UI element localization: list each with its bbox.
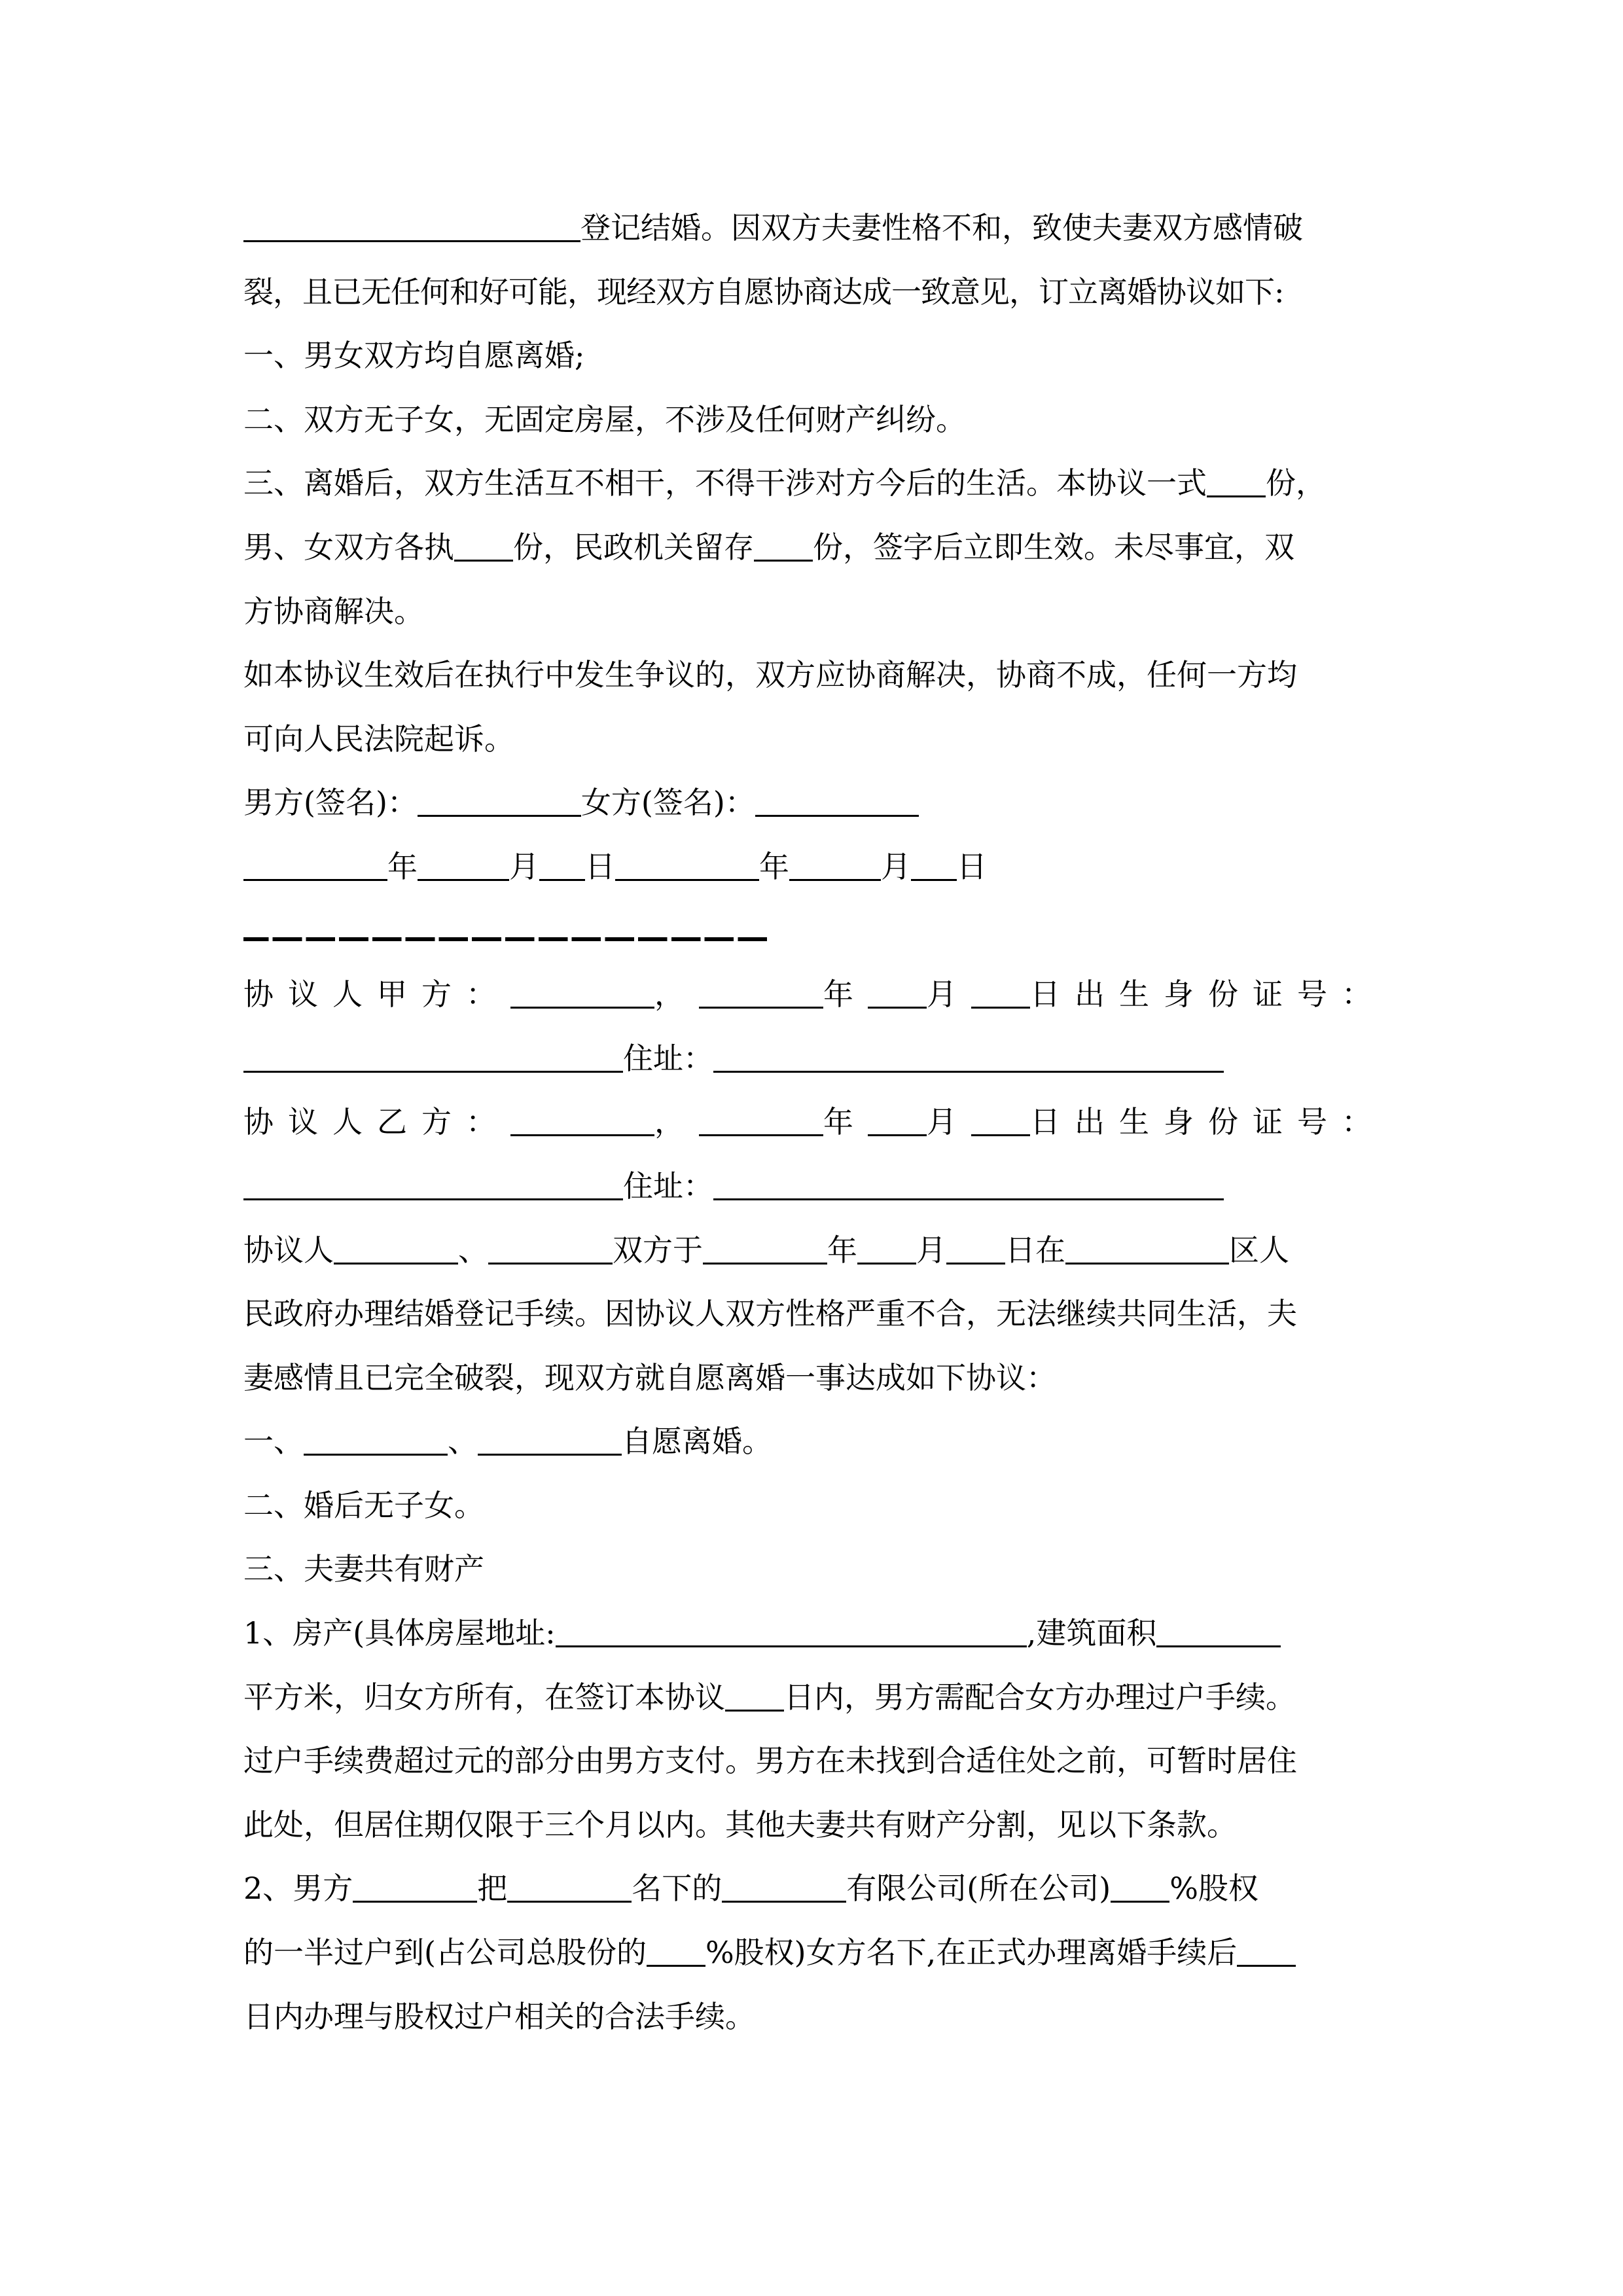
text: ， bbox=[654, 1104, 699, 1140]
day-field[interactable] bbox=[539, 852, 585, 881]
party-b-name-field[interactable] bbox=[510, 1107, 654, 1136]
text: 日在 bbox=[1005, 1232, 1065, 1268]
paragraph-line bbox=[243, 1729, 1382, 1793]
address-label: 住址： bbox=[623, 1168, 713, 1204]
paragraph-line bbox=[243, 516, 1382, 580]
property-clause-1 bbox=[243, 1602, 1382, 1666]
month-field[interactable] bbox=[789, 852, 881, 881]
party-a-name-field[interactable] bbox=[304, 1427, 448, 1456]
paragraph-line bbox=[243, 643, 1382, 708]
clause-3 bbox=[243, 1537, 1382, 1602]
paragraph-line bbox=[243, 1921, 1382, 1985]
year-field[interactable] bbox=[243, 852, 387, 881]
text: 区人 bbox=[1229, 1232, 1289, 1268]
text: 年 bbox=[823, 977, 868, 1013]
female-signature-field[interactable] bbox=[755, 788, 919, 817]
text: 月 bbox=[927, 977, 971, 1013]
party-a-label: 协议人甲方： bbox=[243, 977, 510, 1013]
party-a-address-field[interactable] bbox=[713, 1043, 1224, 1072]
text: 此处，但居住期仅限于三个月以内。其他夫妻共有财产分割，见以下条款。 bbox=[243, 1806, 1237, 1842]
copies-each-field[interactable] bbox=[454, 533, 513, 562]
party-a-birth-year-field[interactable] bbox=[699, 980, 823, 1009]
text: 可向人民法院起诉。 bbox=[243, 721, 514, 757]
text: 民政府办理结婚登记手续。因协议人双方性格严重不合，无法继续共同生活，夫 bbox=[243, 1296, 1297, 1332]
text: 过户手续费超过元的部分由男方支付。男方在未找到合适住处之前，可暂时居住 bbox=[243, 1743, 1297, 1779]
paragraph-line bbox=[243, 1219, 1382, 1283]
male-signature-label: 男方(签名)： bbox=[243, 785, 418, 821]
signature-date-line bbox=[243, 835, 1382, 899]
party-b-address-line bbox=[243, 1155, 1382, 1219]
equity-transfer-days-field[interactable] bbox=[1237, 1938, 1296, 1967]
female-signature-label: 女方(签名)： bbox=[580, 785, 755, 821]
text: 年 bbox=[827, 1232, 857, 1268]
blank-field[interactable] bbox=[243, 213, 580, 242]
district-field[interactable] bbox=[1065, 1235, 1229, 1264]
text: 平方米，归女方所有，在签订本协议 bbox=[243, 1679, 725, 1715]
address-label: 住址： bbox=[623, 1040, 713, 1076]
day-field[interactable] bbox=[911, 852, 957, 881]
text: 2、男方 bbox=[243, 1871, 353, 1907]
party-b-label: 协议人乙方： bbox=[243, 1104, 510, 1140]
text: 把 bbox=[477, 1871, 508, 1907]
floor-area-field[interactable] bbox=[1156, 1619, 1281, 1647]
paragraph-line bbox=[243, 1793, 1382, 1857]
month-label: 月 bbox=[509, 848, 539, 884]
copies-total-field[interactable] bbox=[1207, 469, 1266, 497]
paragraph-line bbox=[243, 1346, 1382, 1410]
transfer-days-field[interactable] bbox=[725, 1682, 784, 1711]
paragraph-line bbox=[243, 260, 1382, 325]
party-a-line bbox=[243, 963, 1386, 1027]
party-a-name-field[interactable] bbox=[334, 1235, 458, 1264]
paragraph-line bbox=[243, 708, 1382, 772]
month-label: 月 bbox=[881, 848, 911, 884]
marriage-year-field[interactable] bbox=[703, 1235, 827, 1264]
text: 三、离婚后，双方生活互不相干，不得干涉对方今后的生活。本协议一式 bbox=[243, 465, 1207, 501]
text: 一、男女双方均自愿离婚; bbox=[243, 338, 585, 374]
clause-1 bbox=[243, 1410, 1382, 1474]
party-b-name-field[interactable] bbox=[488, 1235, 613, 1264]
separator-line bbox=[243, 899, 1382, 963]
agreement-page bbox=[243, 196, 1386, 2049]
text: 协议人 bbox=[243, 1232, 334, 1268]
text: 三、夫妻共有财产 bbox=[243, 1551, 484, 1587]
text: 份， bbox=[1266, 465, 1326, 501]
party-a-address-line bbox=[243, 1027, 1382, 1091]
day-label: 日 bbox=[957, 848, 987, 884]
party-b-name-field[interactable] bbox=[478, 1427, 622, 1456]
clause-2 bbox=[243, 388, 1382, 452]
text: 二、婚后无子女。 bbox=[243, 1487, 484, 1523]
clause-2 bbox=[243, 1474, 1382, 1538]
text: 双方于 bbox=[613, 1232, 703, 1268]
paragraph-line bbox=[243, 1985, 1382, 2049]
month-field[interactable] bbox=[418, 852, 509, 881]
paragraph-line bbox=[243, 1282, 1382, 1346]
dashed-divider bbox=[243, 911, 767, 941]
text: 如本协议生效后在执行中发生争议的，双方应协商解决，协商不成，任何一方均 bbox=[243, 657, 1297, 693]
party-b-birth-day-field[interactable] bbox=[971, 1107, 1030, 1136]
party-a-id-field[interactable] bbox=[243, 1043, 623, 1072]
text: 日出生身份证号： bbox=[1030, 1104, 1386, 1140]
party-a-name-field[interactable] bbox=[510, 980, 654, 1009]
clause-1 bbox=[243, 324, 1382, 388]
text: 登记结婚。因双方夫妻性格不和，致使夫妻双方感情破 bbox=[580, 210, 1303, 245]
equity-percent-field[interactable] bbox=[1111, 1874, 1169, 1903]
signature-line bbox=[243, 771, 1382, 835]
text: 有限公司(所在公司) bbox=[846, 1871, 1111, 1907]
text: 、 bbox=[448, 1424, 478, 1460]
party-b-line bbox=[243, 1090, 1386, 1155]
party-a-birth-day-field[interactable] bbox=[971, 980, 1030, 1009]
text: 份，签字后立即生效。未尽事宜，双 bbox=[813, 529, 1294, 565]
year-label: 年 bbox=[759, 848, 789, 884]
text: 二、双方无子女，无固定房屋，不涉及任何财产纠纷。 bbox=[243, 401, 966, 437]
year-field[interactable] bbox=[615, 852, 759, 881]
paragraph-line bbox=[243, 580, 1382, 644]
text: 日内，男方需配合女方办理过户手续。 bbox=[784, 1679, 1296, 1715]
marriage-month-field[interactable] bbox=[857, 1235, 916, 1264]
day-label: 日 bbox=[585, 848, 615, 884]
party-b-address-field[interactable] bbox=[713, 1172, 1224, 1200]
text: ,建筑面积 bbox=[1026, 1615, 1157, 1651]
marriage-day-field[interactable] bbox=[946, 1235, 1005, 1264]
party-b-birth-year-field[interactable] bbox=[699, 1107, 823, 1136]
text: 男、女双方各执 bbox=[243, 529, 454, 565]
total-equity-percent-field[interactable] bbox=[647, 1938, 705, 1967]
text: 自愿离婚。 bbox=[622, 1424, 772, 1460]
male-signature-field[interactable] bbox=[418, 788, 581, 817]
house-address-field[interactable] bbox=[556, 1619, 1027, 1647]
text: 月 bbox=[927, 1104, 971, 1140]
text: 年 bbox=[823, 1104, 868, 1140]
clause-3 bbox=[243, 452, 1382, 516]
text: 裂，且已无任何和好可能，现经双方自愿协商达成一致意见，订立离婚协议如下: bbox=[243, 274, 1284, 310]
year-label: 年 bbox=[387, 848, 418, 884]
party-a-birth-month-field[interactable] bbox=[868, 980, 927, 1009]
male-name-field[interactable] bbox=[353, 1874, 477, 1903]
text: 份，民政机关留存 bbox=[513, 529, 754, 565]
text: 一、 bbox=[243, 1424, 304, 1460]
paragraph-line bbox=[243, 196, 1382, 260]
text: 、 bbox=[458, 1232, 488, 1268]
text: ， bbox=[654, 977, 699, 1013]
text: 月 bbox=[916, 1232, 946, 1268]
owner-name-field[interactable] bbox=[507, 1874, 632, 1903]
text: 日内办理与股权过户相关的合法手续。 bbox=[243, 1998, 755, 2034]
text: 的一半过户到(占公司总股份的 bbox=[243, 1935, 647, 1971]
party-b-id-field[interactable] bbox=[243, 1172, 623, 1200]
text: %股权 bbox=[1169, 1871, 1258, 1907]
party-b-birth-month-field[interactable] bbox=[868, 1107, 927, 1136]
text: %股权)女方名下,在正式办理离婚手续后 bbox=[705, 1935, 1238, 1971]
paragraph-line bbox=[243, 1666, 1382, 1730]
company-name-field[interactable] bbox=[722, 1874, 846, 1903]
text: 1、房产(具体房屋地址: bbox=[243, 1615, 556, 1651]
text: 方协商解决。 bbox=[243, 593, 424, 629]
copies-archive-field[interactable] bbox=[754, 533, 813, 562]
text: 日出生身份证号： bbox=[1030, 977, 1386, 1013]
text: 妻感情且已完全破裂，现双方就自愿离婚一事达成如下协议： bbox=[243, 1359, 1056, 1395]
property-clause-2 bbox=[243, 1857, 1382, 1921]
text: 名下的 bbox=[632, 1871, 722, 1907]
